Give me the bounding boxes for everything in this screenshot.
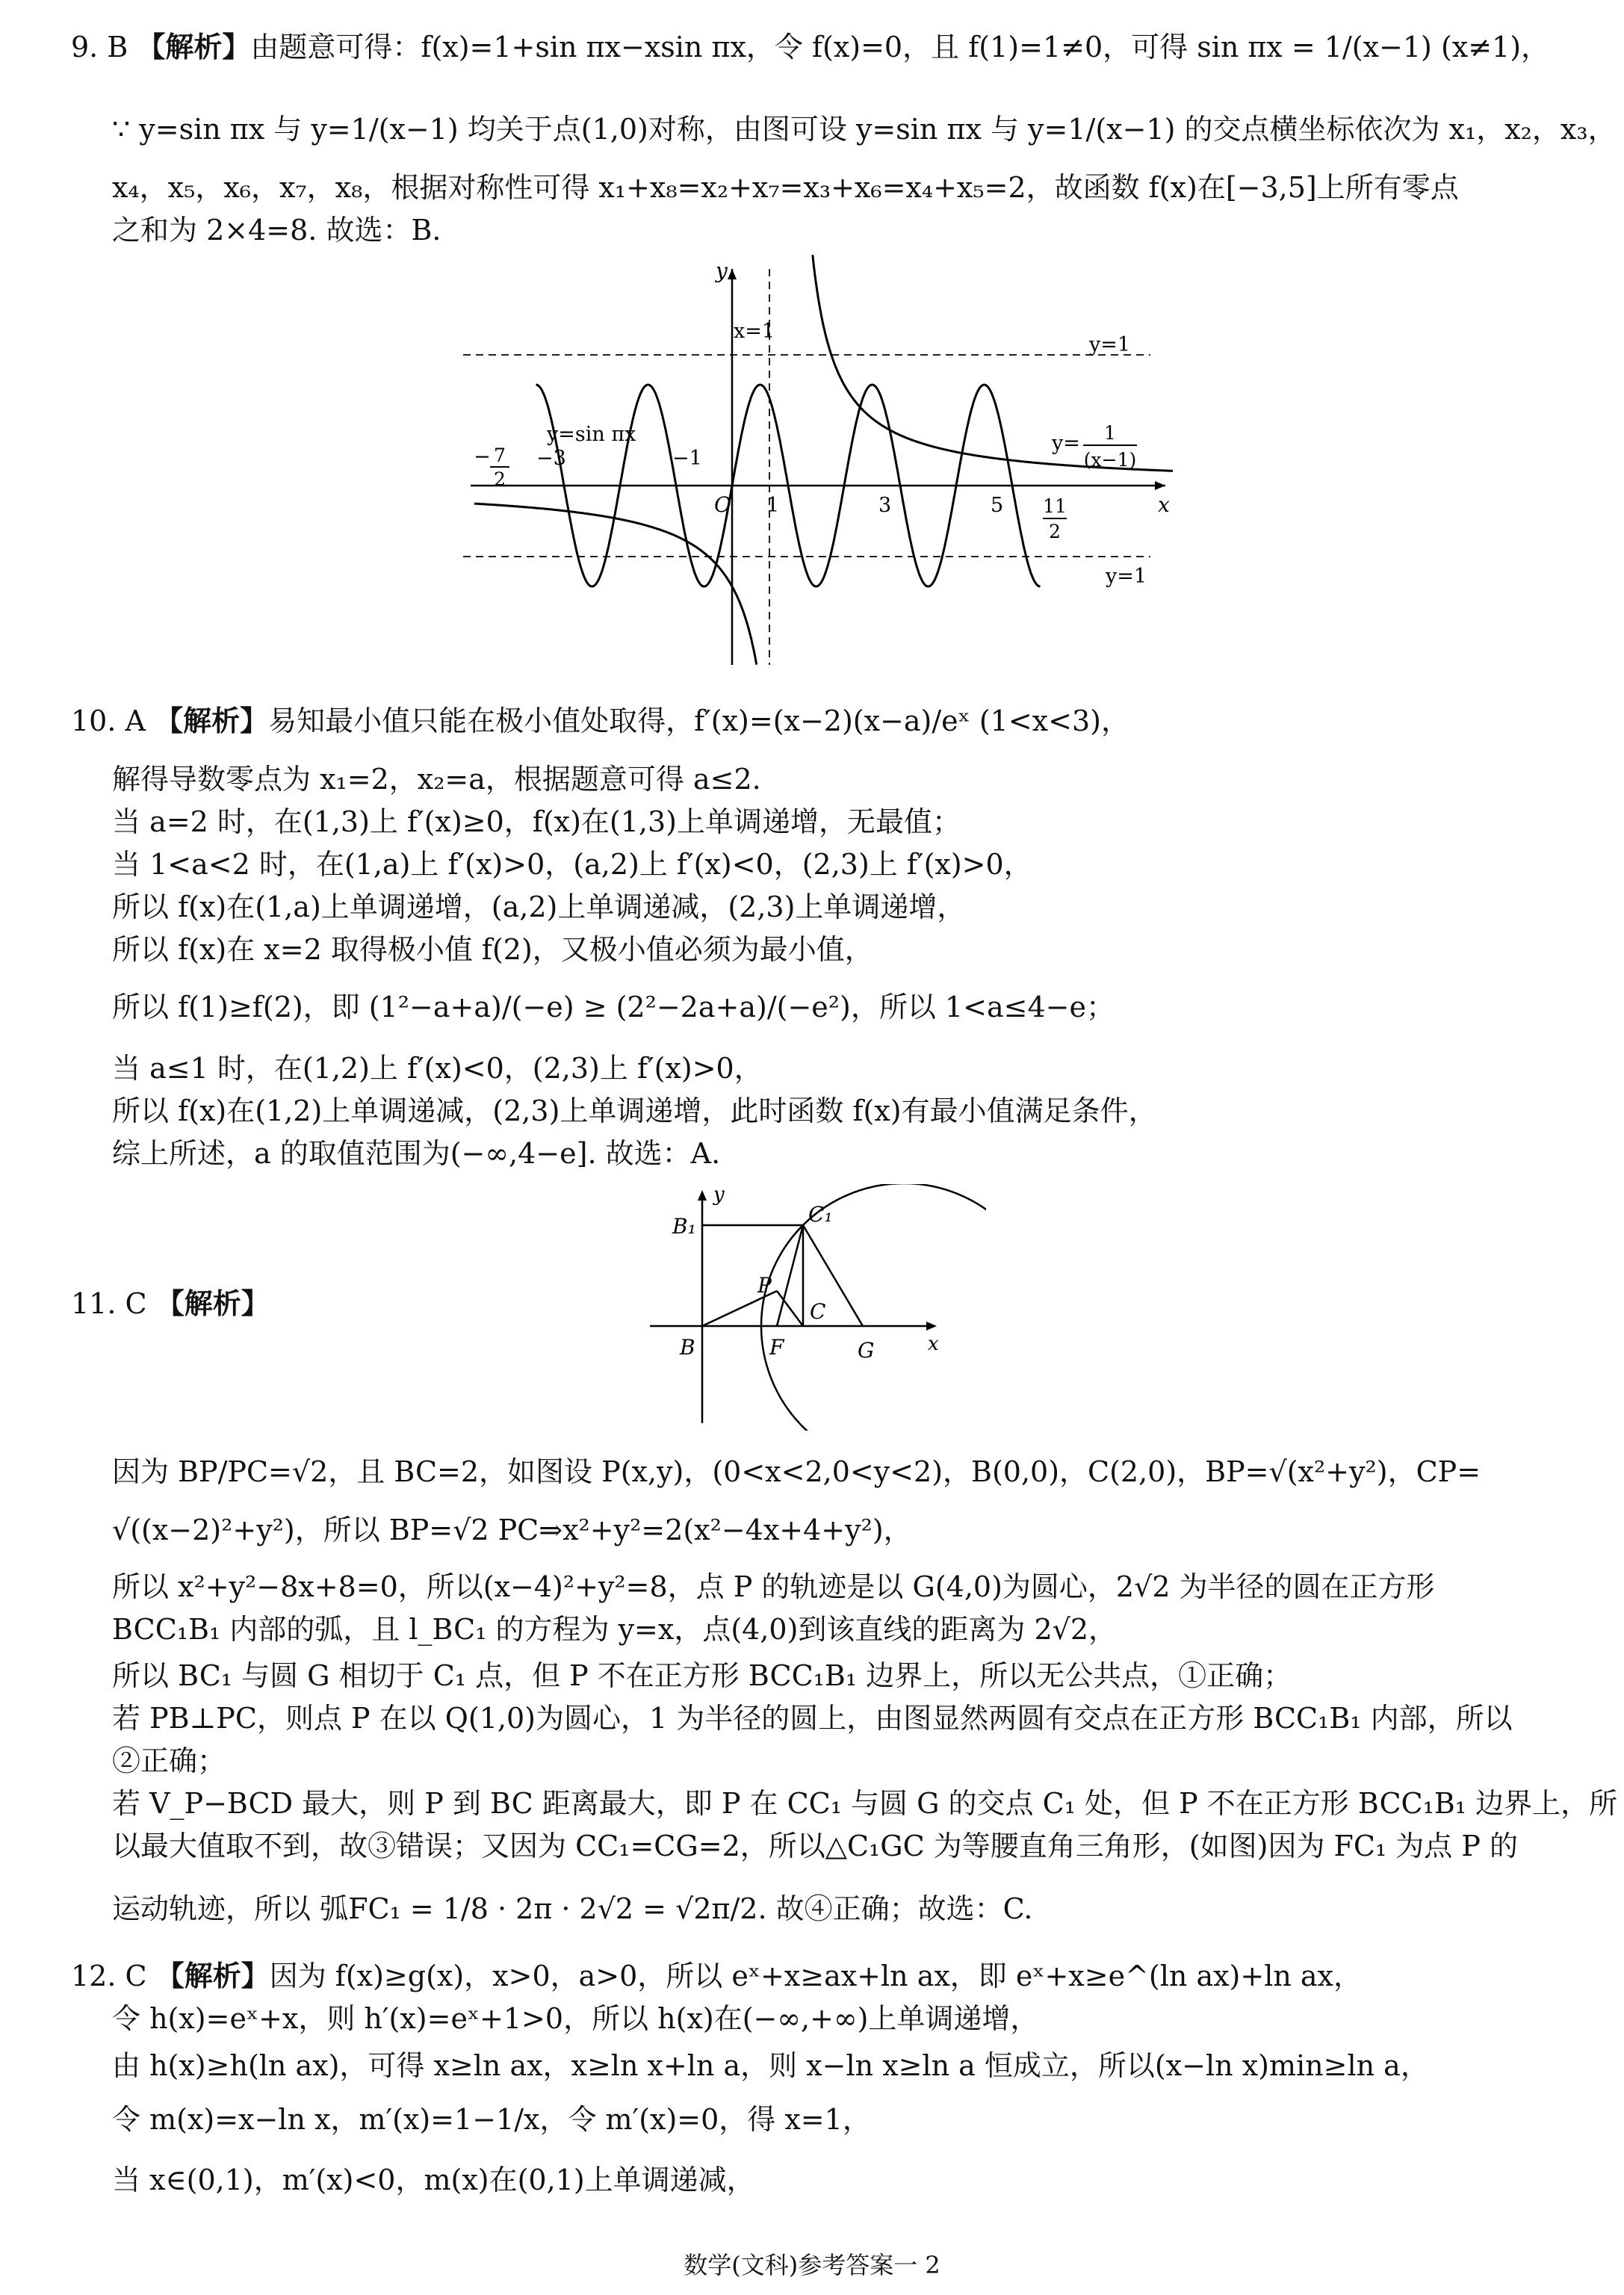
q10-line-6: 所以 f(x)在 x=2 取得极小值 f(2)，又极小值必须为最小值， [112, 933, 873, 966]
q9-x-label: x [1158, 492, 1170, 517]
q9-line-1 [71, 28, 1550, 66]
q11-line-5: 所以 BC₁ 与圆 G 相切于 C₁ 点，但 P 不在正方形 BCC₁B₁ 边界上，所以无公共点，①正确； [112, 1659, 1292, 1692]
q11-line-2: √((x−2)²+y²)，所以 BP=√2 PC⇒x²+y²=2(x²−4x+4+y²)， [112, 1514, 912, 1546]
q11-figure [635, 1184, 986, 1431]
q9-left-frac-sign: − [474, 445, 491, 468]
q10-line-10: 综上所述，a 的取值范围为(−∞,4−e]. 故选：A. [112, 1137, 721, 1170]
q11-diagram [635, 1184, 986, 1431]
q9-left-frac-num: 7 [494, 445, 506, 466]
q12-line-3: 由 h(x)≥h(ln ax)，可得 x≥ln ax，x≥ln x+ln a，则 x−ln x≥ln a 恒成立，所以(x−ln x)min≥ln a， [112, 2049, 1429, 2082]
q9-y-arrow [728, 269, 737, 279]
q9-text-1: 由题意可得：f(x)=1+sin πx−xsin πx，令 f(x)=0，且 f(1)=1≠0，可得 sin πx = 1/(x−1) (x≠1)， [250, 31, 1550, 64]
q9-tick-3: 3 [878, 494, 892, 517]
q10-line-3: 当 a=2 时，在(1,3)上 f′(x)≥0，f(x)在(1,3)上单调递增，无最值； [112, 805, 961, 838]
q9-sin-label: y=sin πx [547, 423, 636, 446]
q11-line-3: 所以 x²+y²−8x+8=0，所以(x−4)²+y²=8，点 P 的轨迹是以 G(4,0)为圆心，2√2 为半径的圆在正方形 [112, 1570, 1435, 1603]
q11-label-b1: B₁ [672, 1214, 696, 1239]
q9-line-4: 之和为 2×4=8. 故选：B. [112, 214, 441, 247]
q9-tag: 【解析】 [137, 30, 251, 64]
q9-right-frac-den: 2 [1049, 521, 1061, 542]
q10-line-1 [71, 702, 1535, 740]
q9-tick-neg3: −3 [536, 447, 566, 470]
q9-line-2: ∵ y=sin πx 与 y=1/(x−1) 均关于点(1,0)对称，由图可设 y=sin πx 与 y=1/(x−1) 的交点横坐标依次为 x₁，x₂，x₃， [112, 113, 1617, 146]
q9-y-label: y [716, 258, 728, 283]
q9-recip-left [474, 504, 757, 665]
q12-tag: 【解析】 [155, 1959, 270, 1992]
q11-label-b: B [680, 1335, 695, 1360]
q11-line-6: 若 PB⊥PC，则点 P 在以 Q(1,0)为圆心，1 为半径的圆上，由图显然两圆有交点在正方形 BCC₁B₁ 内部，所以 [112, 1702, 1513, 1735]
q9-right-frac-num: 11 [1043, 495, 1067, 517]
q10-line-9: 所以 f(x)在(1,2)上单调递减，(2,3)上单调递增，此时函数 f(x)有最小值满足条件， [112, 1094, 1157, 1127]
q9-label: 9. B [71, 31, 128, 64]
q11-tag: 【解析】 [155, 1286, 270, 1320]
q12-line-1 [71, 1957, 1535, 1995]
q9-x-arrow [1155, 481, 1165, 490]
q11-label-g: G [858, 1338, 875, 1363]
q12-line-2: 令 h(x)=eˣ+x，则 h′(x)=eˣ+1>0，所以 h(x)在(−∞,+∞)上单调递增， [112, 2002, 1039, 2035]
q9-recip-right [813, 255, 1173, 473]
q10-tag: 【解析】 [155, 704, 269, 737]
q11-label: 11. C [71, 1287, 147, 1320]
q9-graph [463, 254, 1173, 672]
q10-line-8: 当 a≤1 时，在(1,2)上 f′(x)<0，(2,3)上 f′(x)>0， [112, 1052, 763, 1085]
q11-line-7: ②正确； [112, 1744, 226, 1777]
q9-asymptote-label: x=1 [734, 320, 775, 343]
q11-x-arrow [926, 1322, 937, 1331]
q10-label: 10. A [71, 704, 146, 737]
q11-label-p: P [757, 1273, 772, 1298]
q11-y-arrow [698, 1190, 707, 1201]
q11-x-label: x [928, 1333, 939, 1355]
q10-text-1: 易知最小值只能在极小值处取得，f′(x)=(x−2)(x−a)/eˣ (1<x<3)， [268, 704, 1129, 737]
q12-label: 12. C [71, 1960, 147, 1992]
q12-text-1: 因为 f(x)≥g(x)，x>0，a>0，所以 eˣ+x≥ax+ln ax，即 eˣ+x≥e^(ln ax)+ln ax， [269, 1960, 1362, 1992]
q10-line-4: 当 1<a<2 时，在(1,a)上 f′(x)>0，(a,2)上 f′(x)<0，(2,3)上 f′(x)>0， [112, 848, 1032, 881]
q11-line-4: BCC₁B₁ 内部的弧，且 l_BC₁ 的方程为 y=x，点(4,0)到该直线的距离为 2√2， [112, 1613, 1118, 1646]
q9-line-3: x₄，x₅，x₆，x₇，x₈，根据对称性可得 x₁+x₈=x₂+x₇=x₃+x₆=x₄+x₅=2，故函数 f(x)在[−3,5]上所有零点 [112, 171, 1459, 204]
q11-line-1: 因为 BP/PC=√2，且 BC=2，如图设 P(x,y)，(0<x<2,0<y<2)，B(0,0)，C(2,0)，BP=√(x²+y²)，CP= [112, 1455, 1481, 1488]
q9-origin: O [714, 492, 731, 517]
q11-y-label: y [713, 1184, 725, 1206]
q10-line-5: 所以 f(x)在(1,a)上单调递增，(a,2)上单调递减，(2,3)上单调递增， [112, 891, 966, 923]
q11-line-9: 以最大值取不到，故③错误；又因为 CC₁=CG=2，所以△C₁GC 为等腰直角三角形，(如图)因为 FC₁ 为点 P 的 [112, 1830, 1519, 1862]
q9-tick-5: 5 [991, 494, 1004, 517]
q9-tick-1: 1 [766, 494, 780, 517]
q9-bottom-label: y=1 [1106, 565, 1147, 588]
q11-line-10: 运动轨迹，所以 弧FC₁ = 1/8 · 2π · 2√2 = √2π/2. 故④正确；故选：C. [112, 1892, 1033, 1925]
q11-label-c: C [810, 1299, 826, 1324]
q12-line-4: 令 m(x)=x−ln x，m′(x)=1−1/x，令 m′(x)=0，得 x=1， [112, 2103, 871, 2136]
q9-left-frac-den: 2 [494, 468, 506, 490]
q9-recip-prefix: y= [1052, 432, 1080, 455]
q9-figure [463, 254, 1173, 672]
q11-label-f: F [769, 1335, 784, 1360]
q9-recip-num: 1 [1104, 422, 1116, 444]
q9-top-label: y=1 [1089, 333, 1131, 356]
q11-line-8: 若 V_P−BCD 最大，则 P 到 BC 距离最大，即 P 在 CC₁ 与圆 G 的交点 C₁ 处，但 P 不在正方形 BCC₁B₁ 边界上，所 [112, 1787, 1618, 1820]
q9-recip-den: (x−1) [1083, 449, 1137, 471]
q9-tick-neg1: −1 [672, 447, 702, 470]
q10-line-2: 解得导数零点为 x₁=2，x₂=a，根据题意可得 a≤2. [112, 763, 761, 796]
q12-line-5: 当 x∈(0,1)，m′(x)<0，m(x)在(0,1)上单调递减， [112, 2164, 755, 2196]
q11-circle-g [761, 1184, 986, 1431]
page-footer: 数学(文科)参考答案一 2 [684, 2251, 940, 2279]
q10-line-7: 所以 f(1)≥f(2)，即 (1²−a+a)/(−e) ≥ (2²−2a+a)/(−e²)，所以 1<a≤4−e； [112, 991, 1115, 1023]
q11-label-c1: C₁ [808, 1202, 833, 1227]
